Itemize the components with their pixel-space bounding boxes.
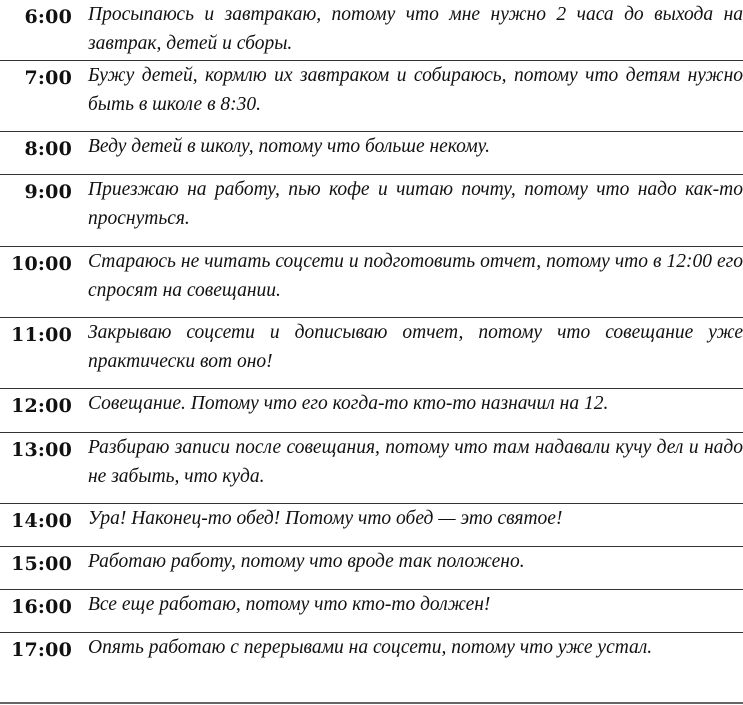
activity-description: Бужу детей, кормлю их завтраком и собираюсь, потому что детям нужно быть в школе в 8:30.	[88, 65, 743, 115]
schedule-row	[0, 61, 743, 132]
schedule-row	[0, 247, 743, 318]
time-label: 11:00	[11, 324, 72, 346]
time-label: 8:00	[24, 138, 72, 160]
time-label: 12:00	[11, 395, 72, 417]
time-label: 10:00	[11, 253, 72, 275]
time-label: 17:00	[11, 639, 72, 661]
activity-description: Веду детей в школу, потому что больше некому.	[88, 136, 490, 157]
schedule-row	[0, 175, 743, 247]
activity-description: Просыпаюсь и завтракаю, потому что мне нужно 2 часа до выхода на завтрак, детей и сборы.	[88, 4, 743, 54]
activity-description: Закрываю соцсети и дописываю отчет, потому что совещание уже практически вот оно!	[88, 322, 743, 372]
activity-description: Совещание. Потому что его когда-то кто-то назначил на 12.	[88, 393, 609, 414]
time-label: 9:00	[24, 181, 72, 203]
activity-description: Опять работаю с перерывами на соцсети, потому что уже устал.	[88, 637, 653, 658]
time-label: 15:00	[11, 553, 72, 575]
activity-description: Работаю работу, потому что вроде так положено.	[88, 551, 525, 572]
activity-description: Приезжаю на работу, пью кофе и читаю почту, потому что надо как-то проснуться.	[88, 179, 743, 229]
schedule-row	[0, 547, 743, 590]
time-label: 16:00	[11, 596, 72, 618]
time-label: 6:00	[24, 6, 72, 28]
time-label: 13:00	[11, 439, 72, 461]
schedule-row	[0, 132, 743, 175]
time-label: 14:00	[11, 510, 72, 532]
schedule-row	[0, 0, 743, 61]
activity-description: Разбираю записи после совещания, потому что там надавали кучу дел и надо не забыть, что куда.	[88, 437, 743, 487]
schedule-row	[0, 433, 743, 504]
activity-description: Все еще работаю, потому что кто-то должен!	[88, 594, 491, 615]
schedule-row	[0, 504, 743, 547]
activity-description: Стараюсь не читать соцсети и подготовить отчет, потому что в 12:00 его спросят на совещании.	[88, 251, 743, 301]
schedule-row	[0, 318, 743, 389]
activity-description: Ура! Наконец-то обед! Потому что обед — это святое!	[88, 508, 563, 529]
schedule-row	[0, 590, 743, 633]
schedule-row	[0, 389, 743, 433]
time-label: 7:00	[24, 67, 72, 89]
schedule-row	[0, 633, 743, 704]
